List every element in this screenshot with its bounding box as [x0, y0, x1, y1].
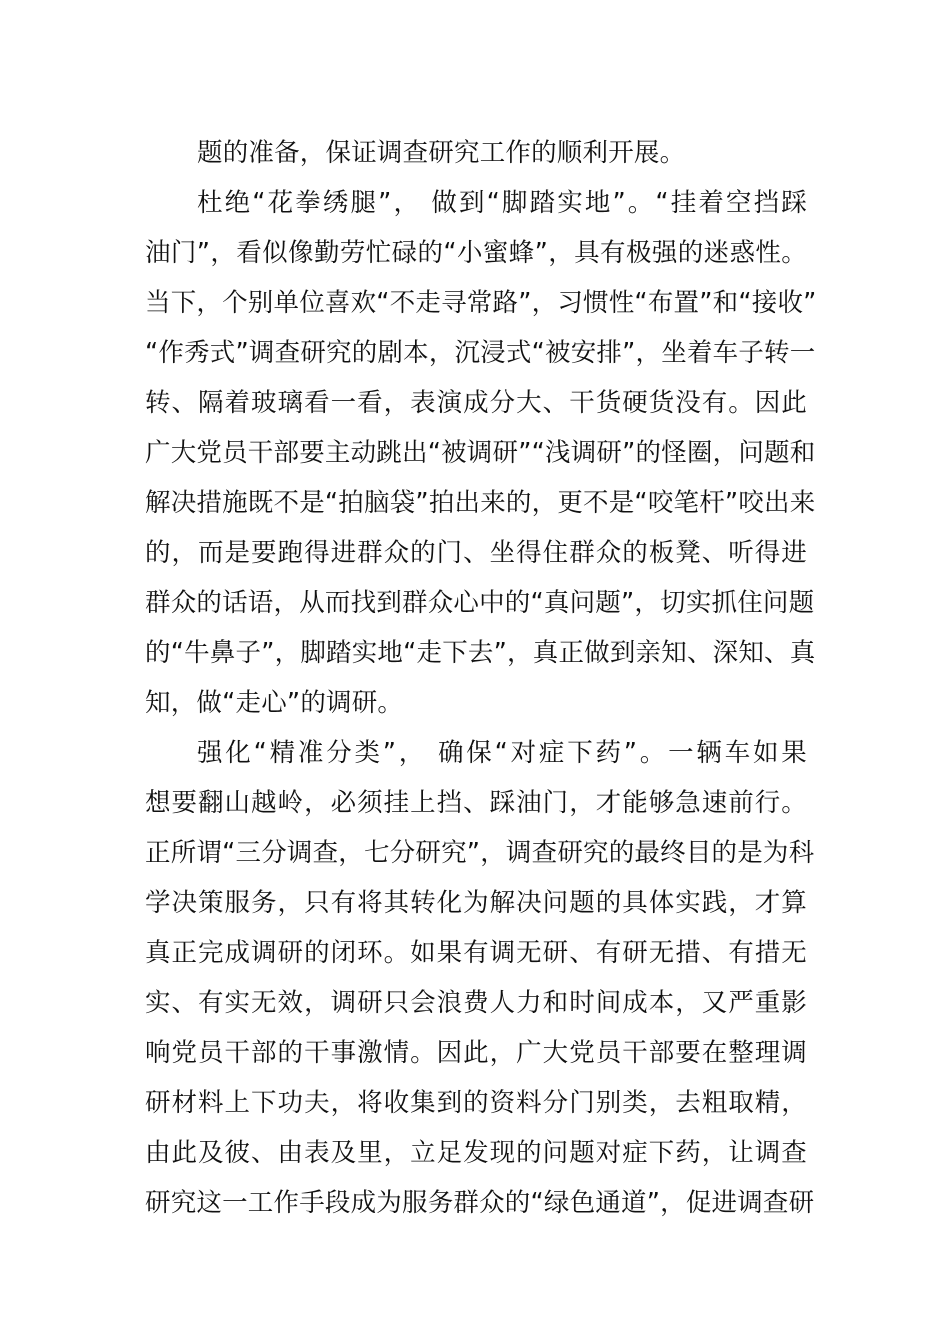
text-line: 油门”，看似像勤劳忙碌的“小蜜蜂”，具有极强的迷惑性。 — [145, 238, 807, 268]
text-line: 研材料上下功夫，将收集到的资料分门别类，去粗取精， — [145, 1088, 807, 1118]
text-line: 群众的话语，从而找到群众心中的“真问题”，切实抓住问题 — [145, 588, 815, 618]
paragraph-avoid-formalism — [145, 178, 817, 728]
document-page — [145, 128, 817, 1228]
text-line: 的“牛鼻子”，脚踏实地“走下去”，真正做到亲知、深知、真 — [145, 638, 816, 668]
paragraph-precise-classification — [145, 728, 815, 1228]
text-line: 知，做“走心”的调研。 — [145, 688, 404, 718]
text-line: 题的准备，保证调查研究工作的顺利开展。 — [197, 138, 686, 168]
text-line: 响党员干部的干事激情。因此，广大党员干部要在整理调 — [145, 1038, 807, 1068]
paragraph-heading-line: 强化“精准分类”， 确保“对症下药”。一辆车如果 — [197, 738, 807, 768]
text-line: 的，而是要跑得进群众的门、坐得住群众的板凳、听得进 — [145, 538, 807, 568]
text-line: 当下，个别单位喜欢“不走寻常路”，习惯性“布置”和“接收” — [145, 288, 817, 318]
text-line: 转、隔着玻璃看一看，表演成分大、干货硬货没有。因此 — [145, 388, 807, 418]
text-line: 真正完成调研的闭环。如果有调无研、有研无措、有措无 — [145, 938, 807, 968]
text-line: 解决措施既不是“拍脑袋”拍出来的，更不是“咬笔杆”咬出来 — [145, 488, 816, 518]
text-line: 实、有实无效，调研只会浪费人力和时间成本，又严重影 — [145, 988, 807, 1018]
text-line: 广大党员干部要主动跳出“被调研”“浅调研”的怪圈，问题和 — [145, 438, 816, 468]
text-line: 学决策服务，只有将其转化为解决问题的具体实践，才算 — [145, 888, 807, 918]
text-line: 研究这一工作手段成为服务群众的“绿色通道”，促进调查研 — [145, 1188, 815, 1218]
paragraph-heading-line: 杜绝“花拳绣腿”， 做到“脚踏实地”。“挂着空挡踩 — [197, 188, 807, 218]
paragraph-continuation — [145, 128, 807, 178]
text-line: 正所谓“三分调查，七分研究”，调查研究的最终目的是为科 — [145, 838, 815, 868]
text-line: 由此及彼、由表及里，立足发现的问题对症下药，让调查 — [145, 1138, 807, 1168]
text-line: 想要翻山越岭，必须挂上挡、踩油门，才能够急速前行。 — [145, 788, 807, 818]
text-line: “作秀式”调查研究的剧本，沉浸式“被安排”，坐着车子转一 — [145, 338, 816, 368]
